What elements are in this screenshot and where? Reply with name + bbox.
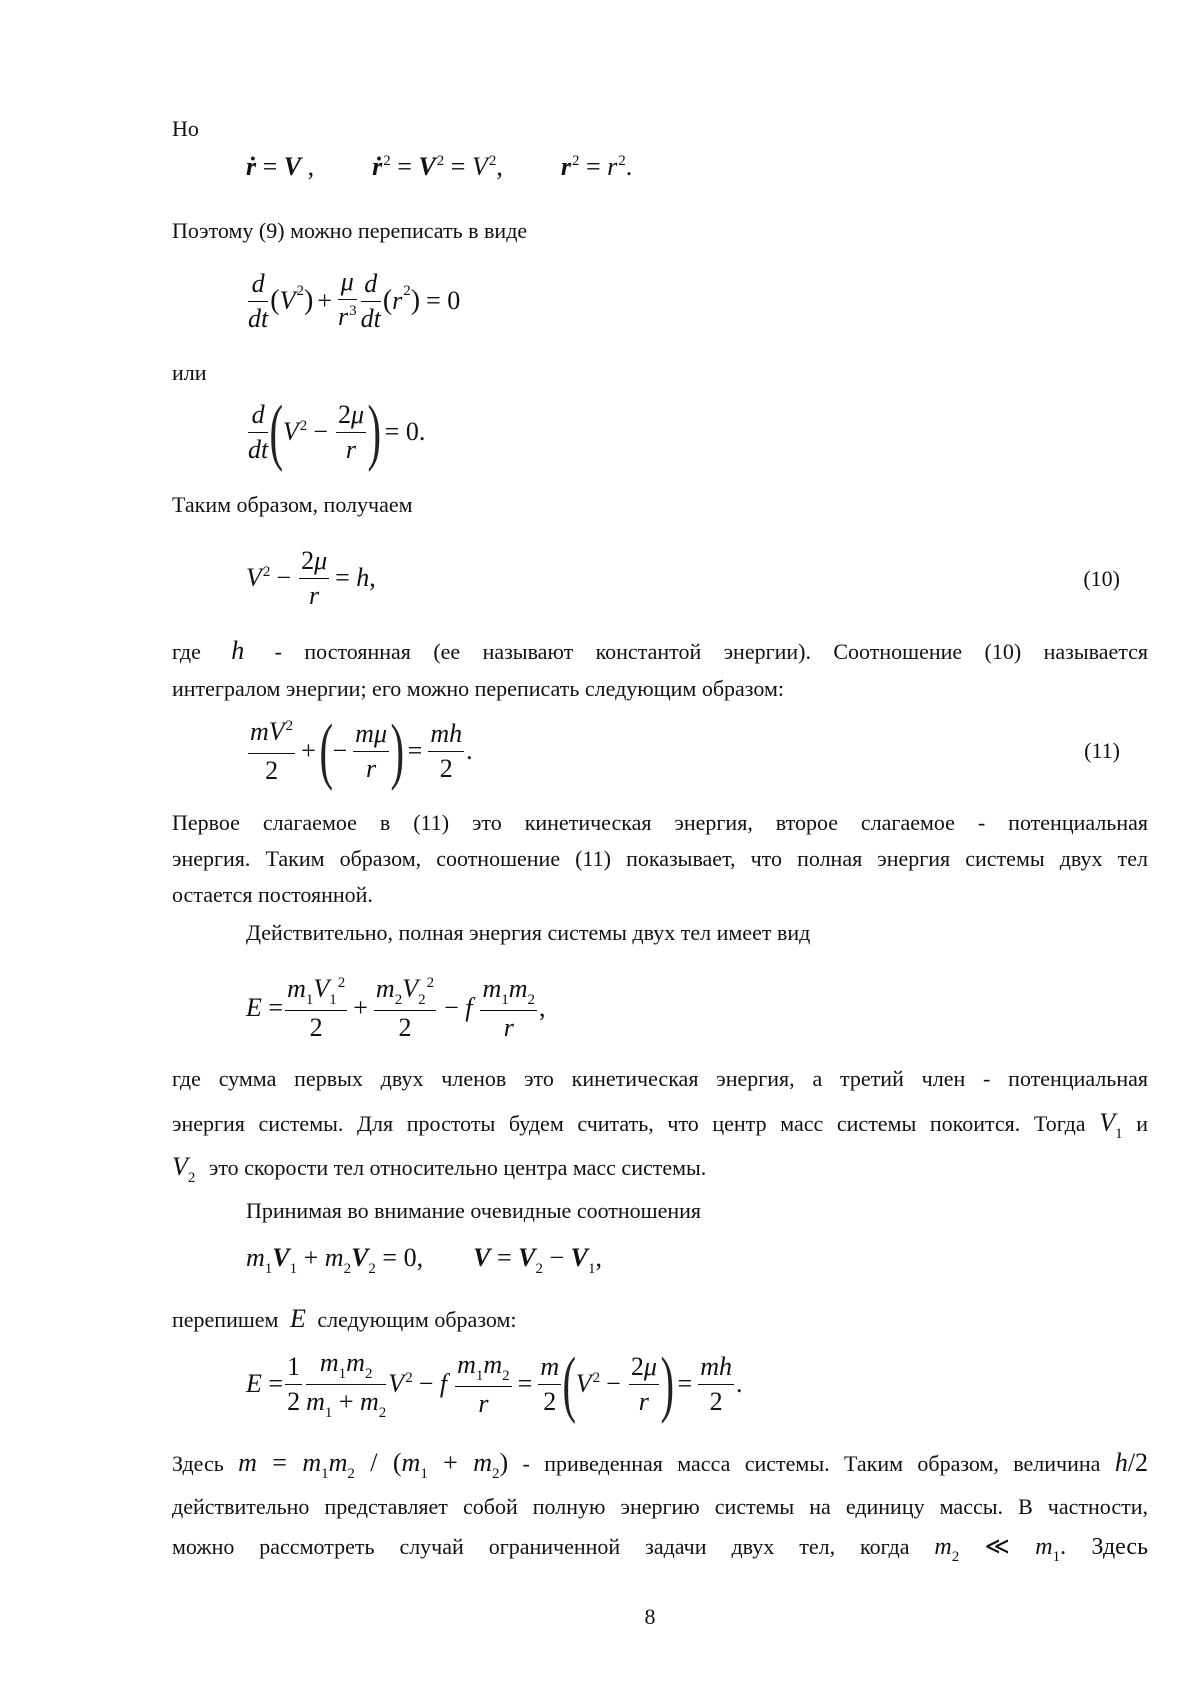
text-here-m-3: можно рассмотреть случай ограниченной задачи двух тел, когда $m_2$ ≪ $m_1$. Здесь [172,1534,1149,1565]
text-here-m-2: действительно представляет собой полную энергию системы на единицу массы. В частности, [172,1494,1148,1519]
text-where-sum-2: энергия системы. Для простоты будем считать, что центр масс системы покоится. Тогда $V_1$ и [172,1108,1148,1142]
text-where-sum-3: $V_2$ это скорости тел относительно центра масс системы. [172,1152,707,1186]
text-no: Но [172,116,199,141]
text-first-term-2: энергия. Таким образом, соотношение (11) показывает, что полная энергия системы двух тел [172,846,1148,871]
text-accepting: Принимая во внимание очевидные соотношения [246,1198,702,1223]
text-here-m-1: Здесь $m = m_1m_2 / (m_1 + m_2)$ - приведенная масса системы. Таким образом, величина h/2 [172,1448,1149,1482]
text-where-h: где h - постоянная (ее называют константой энергии). Соотношение (10) называется [172,636,1148,665]
equation-number-10: (10) [1083,566,1120,591]
page-number: 8 [644,1604,656,1629]
text-first-term-1: Первое слагаемое в (11) это кинетическая энергия, второе слагаемое - потенциальная [172,810,1148,835]
text-actually: Действительно, полная энергия системы двух тел имеет вид [246,920,811,945]
text-or: или [172,360,207,385]
text-integral-line: интегралом энергии; его можно переписать следующим образом: [172,676,784,701]
text-first-term-3: остается постоянной. [172,882,373,907]
equation-number-11: (11) [1084,738,1120,763]
equation-energy-integral: $V^2$ − $\frac{2\mu}{r}$ = h, [246,545,376,610]
equation-derivative-sum: $\frac{d}{dt}$ ( V $^2$ ) + $\frac{\mu}{r^3}$ $\frac{d}{dt}$ ( r $^2$ ) = 0 [248,266,461,333]
equation-energy-mass: $\frac{mV^2}{2}$ + ( − $\frac{m\mu}{r}$ ) = $\frac{mh}{2}$ . [250,710,473,792]
text-intro-rewrite: Поэтому (9) можно переписать в виде [172,218,528,243]
equation-momentum-relations: $m_1V_1 + m_2V_2 = 0$, $V = V_2 - V_1$, [246,1243,602,1277]
equation-derivative-difference: $\frac{d}{dt}$ ( $V^2$ − $\frac{2\mu}{r}$ ) = 0. [248,391,426,473]
text-where-sum-1: где сумма первых двух членов это кинетическая энергия, а третий член - потенциальная [172,1066,1148,1091]
equation-velocity-relations: ṙ = V , ṙ$^2$ = $V^2 = V^2$, $r^2 = r^2$. [246,152,633,181]
equation-total-energy: E = $\frac{m_1V_1^2}{2}$ + $\frac{m_2V_2^2}{2}$ − f $\frac{m_1m_2}{r}$ , [246,973,546,1042]
text-thus-get: Таким образом, получаем [172,492,413,517]
text-rewrite-E: перепишем E следующим образом: [172,1304,517,1333]
equation-energy-reduced: E = $\frac{1}{2}$ $\frac{m_1m_2}{m_1 + m_2}$ $V^2$ − f $\frac{m_1m_2}{r}$ = $\frac{m}{2}$ ( $V^2$ − $\frac{2\mu}{r}$ ) = $\frac{mh}{2}$ . [246,1343,743,1425]
